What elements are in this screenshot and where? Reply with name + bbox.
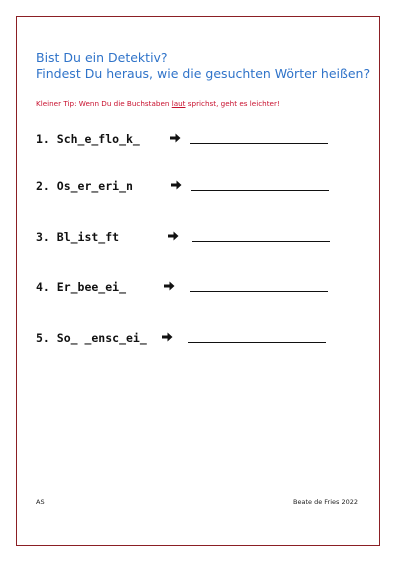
right-arrow-icon [163,279,175,293]
scrambled-word-5: 5. So_ _ensc_ei_ [36,331,147,345]
hint-text [36,99,280,108]
scrambled-word-2: 2. Os_er_eri_n [36,179,133,193]
right-arrow-icon [169,131,181,145]
heading-line-2: Findest Du heraus, wie die gesuchten Wörter heißen? [36,66,371,81]
answer-line-3[interactable] [192,241,330,242]
right-arrow-icon [167,229,179,243]
hint-text-before: Kleiner Tip: Wenn Du die Buchstaben [36,99,172,108]
right-arrow-icon [161,330,173,344]
answer-line-1[interactable] [190,143,328,144]
heading-line-1: Bist Du ein Detektiv? [36,50,168,65]
scrambled-word-4: 4. Er_bee_ei_ [36,280,127,294]
hint-text-underlined: laut [171,99,186,108]
footer-author: Beate de Fries 2022 [293,498,358,506]
scrambled-word-1: 1. Sch_e_flo_k_ [36,132,140,146]
scrambled-word-3: 3. Bl_ist_ft [36,230,120,244]
hint-text-after: sprichst, geht es leichter! [185,99,280,108]
answer-line-4[interactable] [190,291,328,292]
answer-line-2[interactable] [191,190,329,191]
footer-initials: AS [36,498,45,506]
answer-line-5[interactable] [188,342,326,343]
right-arrow-icon [170,178,182,192]
